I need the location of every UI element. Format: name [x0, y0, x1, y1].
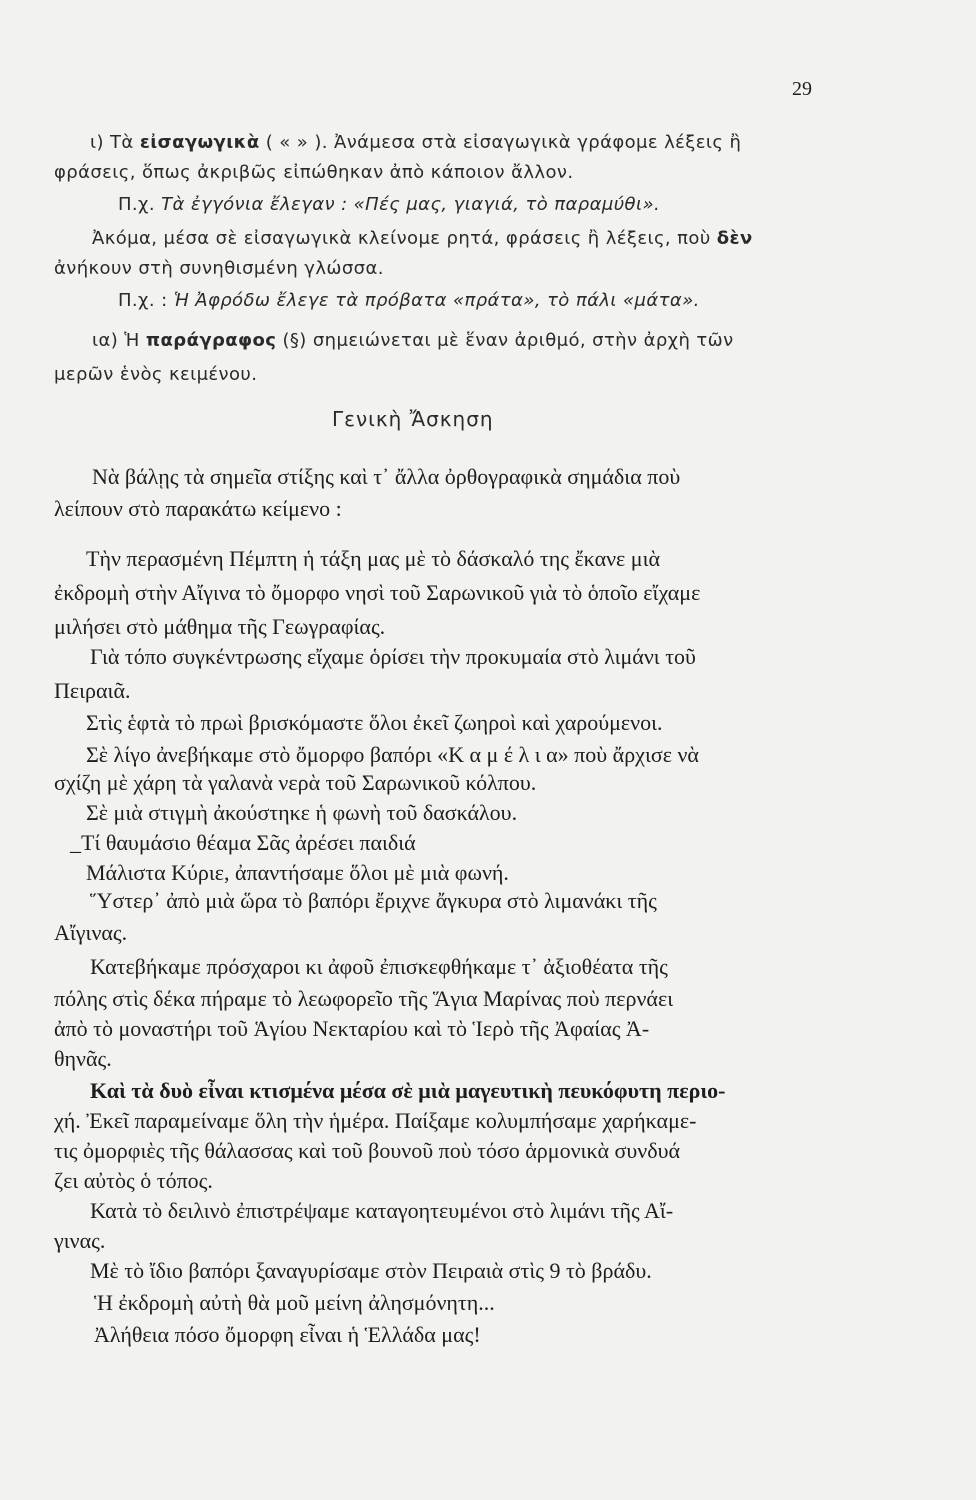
passage-line: πόλης στὶς δέκα πήραμε τὸ λεωφορεῖο τῆς Ἅγια Μαρίνας ποὺ περνάει: [54, 986, 674, 1011]
note-line-6: Π.χ. : Ἡ Ἀφρόδω ἔλεγε τὰ πρόβατα «πράτα», τὸ πάλι «μάτα».: [118, 290, 700, 311]
passage-line: Γιὰ τόπο συγκέντρωσης εἴχαμε ὁρίσει τὴν προκυμαία στὸ λιμάνι τοῦ: [90, 644, 696, 669]
note-line-1: ι) Τὰ εἰσαγωγικὰ ( « » ). Ἀνάμεσα στὰ εἰσαγωγικὰ γράφομε λέξεις ἢ: [90, 132, 742, 153]
passage-line: τις ὀμορφιὲς τῆς θάλασσας καὶ τοῦ βουνοῦ ποὺ τόσο ἁρμονικὰ συνδυά: [54, 1138, 681, 1163]
passage-line: Ἀλήθεια πόσο ὄμορφη εἶναι ἡ Ἑλλάδα μας!: [94, 1322, 481, 1347]
note-line-7: ια) Ἡ παράγραφος (§) σημειώνεται μὲ ἕναν ἀριθμό, στὴν ἀρχὴ τῶν: [92, 330, 734, 351]
passage-line: Τὴν περασμένη Πέμπτη ἡ τάξη μας μὲ τὸ δάσκαλό της ἔκανε μιὰ: [86, 546, 661, 571]
passage-line: Σὲ μιὰ στιγμὴ ἀκούστηκε ἡ φωνὴ τοῦ δασκάλου.: [86, 800, 518, 825]
note-line-4: Ἀκόμα, μέσα σὲ εἰσαγωγικὰ κλείνομε ρητά, φράσεις ἢ λέξεις, ποὺ δὲν: [92, 228, 753, 249]
passage-line: Μάλιστα Κύριε, ἀπαντήσαμε ὅλοι μὲ μιὰ φωνή.: [86, 860, 509, 885]
passage-line: γινας.: [54, 1228, 106, 1253]
passage-line: Ὕστερ᾿ ἀπὸ μιὰ ὥρα τὸ βαπόρι ἔριχνε ἄγκυρα στὸ λιμανάκι τῆς: [90, 888, 657, 913]
passage-line: ἀπὸ τὸ μοναστήρι τοῦ Ἁγίου Νεκταρίου καὶ τὸ Ἱερὸ τῆς Ἀφαίας Ἀ-: [54, 1016, 650, 1041]
exercise-title: Γενικὴ Ἄσκηση: [332, 407, 494, 431]
passage-line: μιλήσει στὸ μάθημα τῆς Γεωγραφίας.: [54, 614, 386, 639]
passage-line: θηνᾶς.: [54, 1046, 112, 1071]
passage-line: Ἡ ἐκδρομὴ αὐτὴ θὰ μοῦ μείνη ἀλησμόνητη...: [94, 1290, 495, 1315]
passage-line: σχίζη μὲ χάρη τὰ γαλανὰ νερὰ τοῦ Σαρωνικοῦ κόλπου.: [54, 770, 537, 795]
instruction-line-1: Νὰ βάλῃς τὰ σημεῖα στίξης καὶ τ᾿ ἄλλα ὀρθογραφικὰ σημάδια ποὺ: [92, 464, 681, 489]
page-number: 29: [792, 78, 812, 100]
passage-line: Αἴγινας.: [54, 920, 128, 945]
note-line-5: ἀνήκουν στὴ συνηθισμένη γλώσσα.: [54, 258, 384, 279]
instruction-line-2: λείπουν στὸ παρακάτω κείμενο :: [54, 496, 342, 521]
note-line-2: φράσεις, ὅπως ἀκριβῶς εἰπώθηκαν ἀπὸ κάποιον ἄλλον.: [54, 162, 574, 183]
note-line-3: Π.χ. Τὰ ἐγγόνια ἔλεγαν : «Πές μας, γιαγιά, τὸ παραμύθι».: [118, 194, 661, 215]
note-line-8: μερῶν ἑνὸς κειμένου.: [54, 364, 258, 385]
passage-line: ζει αὐτὸς ὁ τόπος.: [54, 1168, 213, 1193]
passage-line: χή. Ἐκεῖ παραμείναμε ὅλη τὴν ἡμέρα. Παίξαμε κολυμπήσαμε χαρήκαμε-: [54, 1108, 697, 1133]
passage-line: Καὶ τὰ δυὸ εἶναι κτισμένα μέσα σὲ μιὰ μαγευτικὴ πευκόφυτη περιο-: [90, 1078, 726, 1103]
passage-line: Μὲ τὸ ἴδιο βαπόρι ξαναγυρίσαμε στὸν Πειραιὰ στὶς 9 τὸ βράδυ.: [90, 1258, 652, 1283]
passage-line: Κατεβήκαμε πρόσχαροι κι ἀφοῦ ἐπισκεφθήκαμε τ᾿ ἀξιοθέατα τῆς: [90, 954, 668, 979]
passage-line: Στὶς ἑφτὰ τὸ πρωὶ βρισκόμαστε ὅλοι ἐκεῖ ζωηροὶ καὶ χαρούμενοι.: [86, 710, 663, 735]
passage-line: ἐκδρομὴ στὴν Αἴγινα τὸ ὄμορφο νησὶ τοῦ Σαρωνικοῦ γιὰ τὸ ὁποῖο εἴχαμε: [54, 580, 701, 605]
passage-line: _Τί θαυμάσιο θέαμα Σᾶς ἀρέσει παιδιά: [70, 830, 416, 855]
passage-line: Πειραιᾶ.: [54, 678, 131, 703]
passage-line: Κατὰ τὸ δειλινὸ ἐπιστρέψαμε καταγοητευμένοι στὸ λιμάνι τῆς Αἴ-: [90, 1198, 674, 1223]
passage-line: Σὲ λίγο ἀνεβήκαμε στὸ ὄμορφο βαπόρι «Κ α μ έ λ ι α» ποὺ ἄρχισε νὰ: [86, 742, 699, 767]
